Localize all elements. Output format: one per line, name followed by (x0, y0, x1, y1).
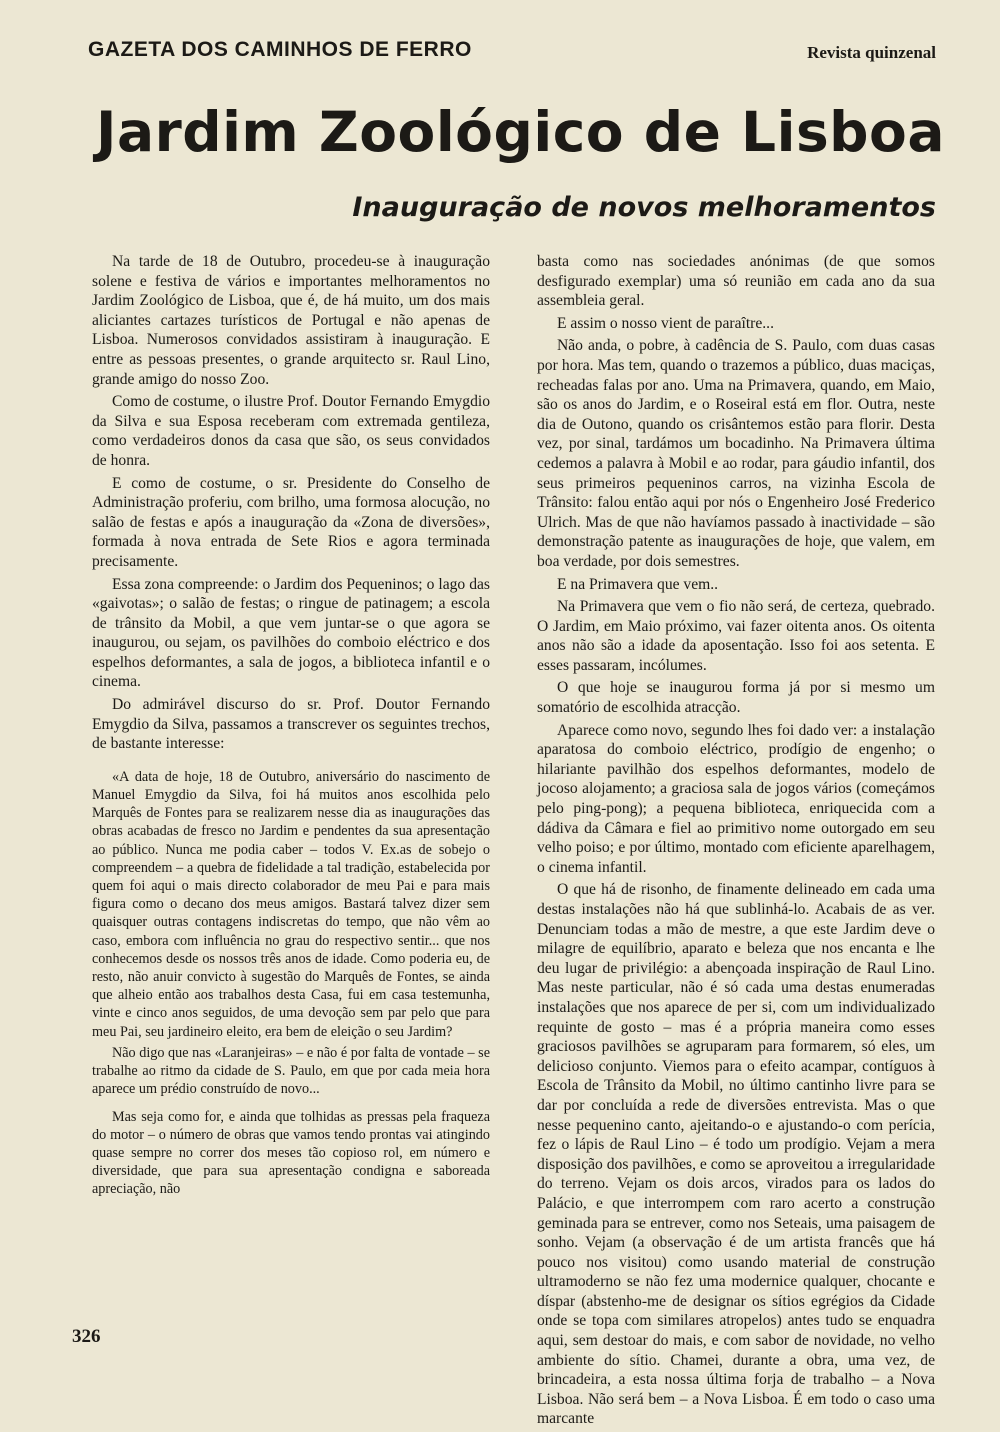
paragraph: Do admirável discurso do sr. Prof. Doutor Fernando Emygdio da Silva, passamos a transcrever os seguintes trechos, de bastante interesse: (92, 696, 490, 753)
paragraph: E assim o nosso vient de paraître... (557, 314, 774, 332)
paragraph: E como de costume, o sr. Presidente do Conselho de Administração proferiu, com brilho, uma formosa alocução, no salão de festas e após a inauguração da «Zona de diversões», formada à nova entrada de Sete Rios e agora terminada precisamente. (92, 474, 490, 570)
paragraph: O que hoje se inaugurou forma já por si mesmo um somatório de escolhida atracção. (537, 679, 935, 717)
publication-name: GAZETA DOS CAMINHOS DE FERRO (88, 38, 472, 61)
paragraph: O que há de risonho, de finamente delineado em cada uma destas instalações não há que sublinhá-lo. Acabais de as ver. Denunciam todas a mão de mestre, a que este Jardim deve o milagre de equilíbrio, aparato e beleza que nos encanta e lhe deu lugar de privilégio: a abençoada inspiração de Raul Lino. Mas neste particular, não é só cada uma destas enumeradas instalações que nos aparece de per si, com um individualizado requinte de gosto – mas é a própria maneira como esses graciosos pavilhões se agruparam para formarem, só eles, um delicioso conjunto. Viemos para o efeito acampar, contíguos à Escola de Trânsito da Mobil, no último cantinho livre para se dar por concluída a rede de diversões entrevista. Mas o que nesse pequenino canto, ajeitando-o e ajustando-o com perícia, fez o lápis de Raul Lino – é todo um prodígio. Vejam a mera disposição dos pavilhões, e como se aproveitou a irregularidade do terreno. Vejam os dois arcos, virados para os lados do Palácio, e que interrompem com raro acerto a construção geminada para se entrever, como nos Seteais, uma paisagem de sonho. Vejam (a observação é de um artista francês que há pouco nos visitou) como usando material de construção ultramoderno se não fez uma modernice qualquer, chocante e díspar (abstenho-me de designar os sítios egrégios da Cidade onde se topa com similares atropelos) antes tudo se enquadra aqui, sem destoar do mais, e com sabor de novidade, no velho ambiente do sítio. Chamei, durante a obra, uma vez, de brincadeira, a esta nossa última forja de trabalho – a Nova Lisboa. Não será bem – a Nova Lisboa. É em todo o caso uma marcante (537, 881, 935, 1428)
quote-paragraph: «A data de hoje, 18 de Outubro, aniversário do nascimento de Manuel Emygdio da Silva, foi há muitos anos escolhida pelo Marquês de Fontes para se realizarem nesse dia as inaugurações das obras acabadas de fresco no Jardim e pendentes da sua apresentação ao público. Nunca me podia caber – todos V. Ex.as de sobejo o compreendem – a quebra de fidelidade a tal tradição, estabelecida por quem foi aqui o mais directo colaborador de meu Pai e para mais figura como o decano dos meus amigos. Bastará talvez dizer sem quaisquer outras contagens indiscretas do tempo, que não vêm ao caso, embora com influência no grau do respectivo sentir... que nos conhecemos desde os nossos três anos de idade. Como poderia eu, de resto, não anuir convicto à sugestão do Marquês de Fontes, se ainda que alheio então aos trabalhos desta Casa, fui em casa testemunha, vinte e cinco anos seguidos, de uma devoção sem par pelo que para meu Pai, seu jardineiro eleito, era bem de eleição o seu Jardim? (92, 768, 490, 1040)
speech-quote (92, 768, 490, 1199)
paragraph: basta como nas sociedades anónimas (de que somos desfigurado exemplar) uma só reunião em cada ano da sua assembleia geral. (537, 253, 935, 310)
page-number: 326 (72, 1326, 101, 1347)
quote-paragraph: Não digo que nas «Laranjeiras» – e não é por falta de vontade – se trabalhe ao ritmo da cidade de S. Paulo, em que por cada meia hora aparece um prédio construído de novo... (92, 1044, 490, 1098)
paragraph: Como de costume, o ilustre Prof. Doutor Fernando Emygdio da Silva e sua Esposa receberam com extremada gentileza, como verdadeiros donos da casa que são, os seus convidados de honra. (92, 393, 490, 469)
paragraph: Essa zona compreende: o Jardim dos Pequeninos; o lago das «gaivotas»; o salão de festas; o ringue de patinagem; a escola de trânsito da Mobil, a que vem juntar-se o que agora se inaugurou, ou sejam, os pavilhões do comboio eléctrico e dos espelhos deformantes, a sala de jogos, a biblioteca infantil e o cinema. (92, 575, 490, 691)
quote-paragraph: Mas seja como for, e ainda que tolhidas as pressas pela fraqueza do motor – o número de obras que vamos tendo prontas vai atingindo quase sempre no correr dos meses tão copioso rol, em número e diversidade, que para sua apresentação condigna e saboreada apreciação, não (92, 1108, 490, 1198)
paragraph: Aparece como novo, segundo lhes foi dado ver: a instalação aparatosa do comboio eléctrico, prodígio de engenho; o hilariante pavilhão dos espelhos deformantes, modelo de jocoso alojamento; a graciosa sala de jogos vários (começámos pelo ping-pong); a pequena biblioteca, enriquecida com a dádiva da Câmara e fiel ao primitivo nome outorgado em seu velho poiso; e por último, montado com eficiente aparelhagem, o cinema infantil. (537, 721, 935, 876)
article-title: Jardim Zoológico de Lisboa (96, 100, 945, 164)
left-column (92, 252, 490, 1202)
paragraph: Não anda, o pobre, à cadência de S. Paulo, com duas casas por hora. Mas tem, quando o trazemos a público, duas maciças, recheadas falas por ano. Uma na Primavera, quando, em Maio, são os anos do Jardim, e o Roseiral está em flor. Outra, neste dia de Outono, quando os crisântemos estão para florir. Desta vez, por sinal, tardámos um bocadinho. Na Primavera última cedemos a palavra à Mobil e ao rodar, para gáudio infantil, dos seus primeiros pequeninos carros, na vizinha Escola de Trânsito: falou então aqui por nós o Engenheiro José Frederico Ulrich. Mas de que não havíamos passado à inactividade – são demonstração patente as inaugurações de hoje, que valem, em boa verdade, por dois semestres. (537, 337, 935, 570)
article-subtitle: Inauguração de novos melhoramentos (352, 192, 936, 223)
paragraph: Na Primavera que vem o fio não será, de certeza, quebrado. O Jardim, em Maio próximo, vai fazer oitenta anos. Os oitenta anos não são a idade da aposentação. Isso foi aos setenta. E esses passaram, incólumes. (537, 598, 935, 674)
periodicity-label: Revista quinzenal (807, 43, 936, 62)
right-column (537, 252, 935, 1432)
paragraph: E na Primavera que vem.. (557, 575, 719, 593)
paragraph: Na tarde de 18 de Outubro, procedeu-se à inauguração solene e festiva de vários e importantes melhoramentos no Jardim Zoológico de Lisboa, que é, de há muito, um dos mais aliciantes cartazes turísticos de Portugal e não apenas de Lisboa. Numerosos convidados assistiram à inauguração. E entre as pessoas presentes, o grande arquitecto sr. Raul Lino, grande amigo do nosso Zoo. (92, 253, 490, 388)
